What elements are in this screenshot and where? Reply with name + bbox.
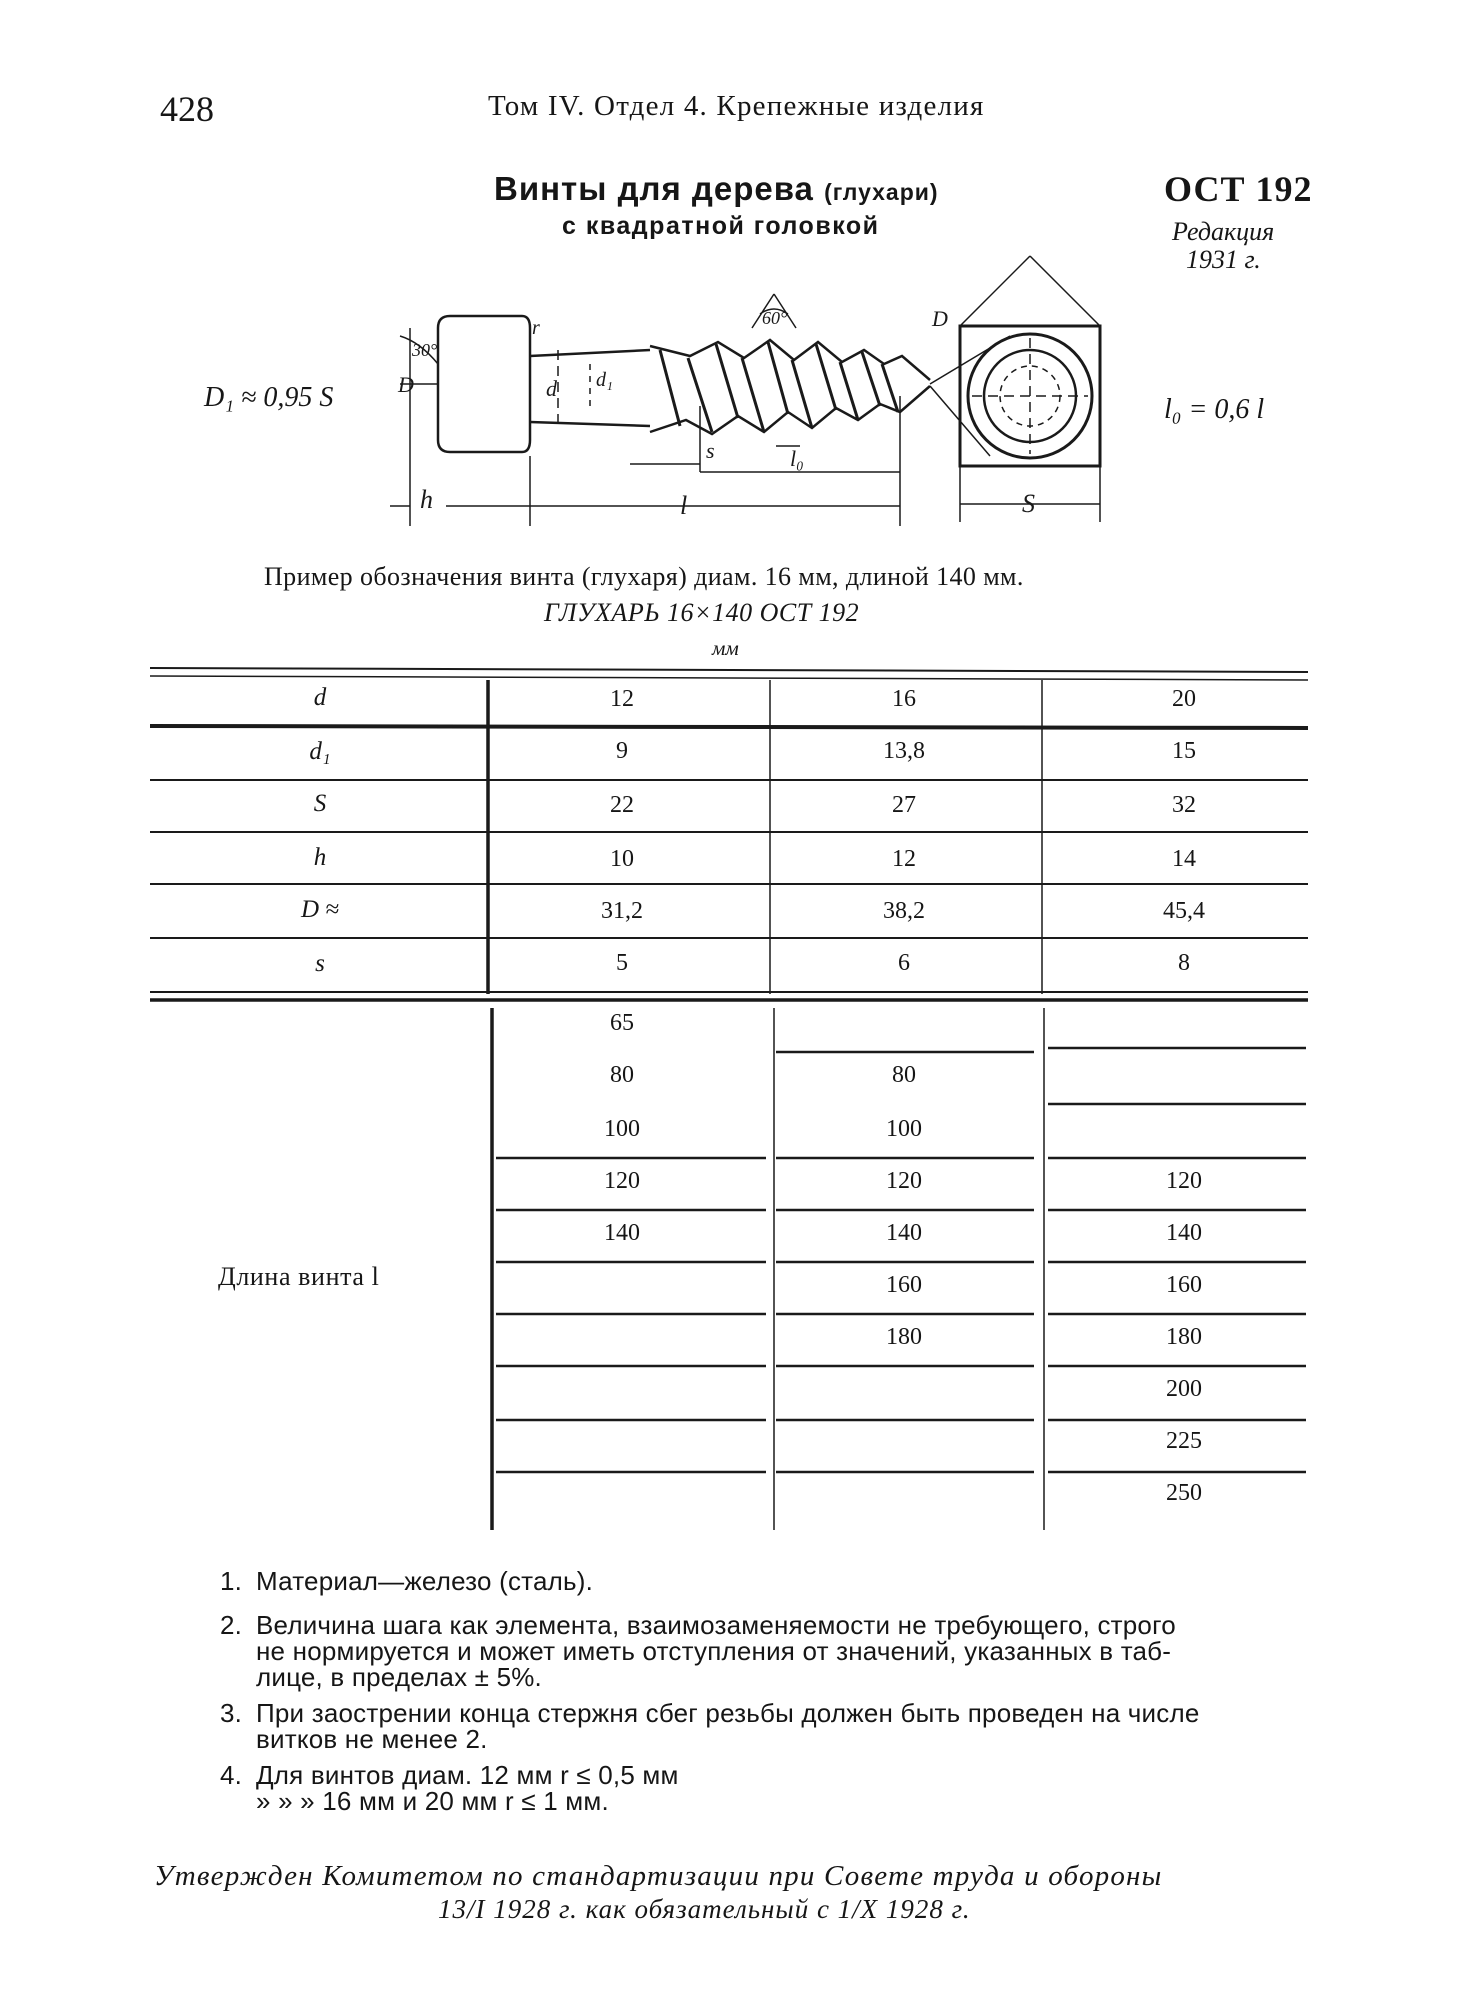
length-value: 80 xyxy=(892,1062,916,1088)
param-value: 6 xyxy=(898,950,910,976)
param-value: 20 xyxy=(1172,686,1196,712)
note-line: » » » 16 мм и 20 мм r ≤ 1 мм. xyxy=(256,1786,609,1816)
param-value: 16 xyxy=(892,686,916,712)
note-line: витков не менее 2. xyxy=(256,1724,488,1754)
length-value: 80 xyxy=(610,1062,634,1088)
param-value: 9 xyxy=(616,738,628,764)
units-label: мм xyxy=(712,636,739,660)
length-value: 180 xyxy=(886,1324,922,1350)
edition-year: 1931 г. xyxy=(1186,245,1261,274)
running-header: Том IV. Отдел 4. Крепежные изделия xyxy=(488,90,985,122)
formula-l0: l₀ = 0,6 l xyxy=(1164,394,1265,425)
label-D-diag: D xyxy=(932,306,948,331)
length-value: 100 xyxy=(886,1116,922,1142)
length-value: 120 xyxy=(1166,1168,1202,1194)
note-line: Для винтов диам. 12 мм r ≤ 0,5 мм xyxy=(256,1760,679,1790)
length-value: 140 xyxy=(1166,1220,1202,1246)
note-line: При заострении конца стержня сбег резьбы должен быть проведен на числе xyxy=(256,1698,1200,1728)
param-label: S xyxy=(313,790,327,817)
length-value: 200 xyxy=(1166,1376,1202,1402)
label-angle-60: 60° xyxy=(762,308,788,328)
length-value: 180 xyxy=(1166,1324,1202,1350)
note-number: 2. xyxy=(220,1610,243,1640)
approval-line-1: Утвержден Комитетом по стандартизации при Совете труда и обороны xyxy=(154,1860,1163,1892)
note-3 xyxy=(220,1698,1200,1754)
param-value: 38,2 xyxy=(883,898,925,924)
label-r: r xyxy=(532,317,540,339)
label-S: S xyxy=(1022,489,1035,518)
label-D: D xyxy=(398,372,414,397)
label-angle-30: 30° xyxy=(412,340,438,360)
param-value: 5 xyxy=(616,950,628,976)
formula-d1: D₁ ≈ 0,95 S xyxy=(204,382,334,413)
param-value: 31,2 xyxy=(601,898,643,924)
param-value: 8 xyxy=(1178,950,1190,976)
length-value: 160 xyxy=(1166,1272,1202,1298)
note-number: 1. xyxy=(220,1566,243,1596)
note-number: 4. xyxy=(220,1760,243,1790)
length-value: 65 xyxy=(610,1010,634,1036)
param-label: s xyxy=(315,950,325,977)
param-value: 12 xyxy=(610,686,634,712)
param-label: D ≈ xyxy=(300,896,340,923)
length-value: 160 xyxy=(886,1272,922,1298)
length-value: 140 xyxy=(604,1220,640,1246)
length-value: 100 xyxy=(604,1116,640,1142)
example-text: Пример обозначения винта (глухаря) диам. 16 мм, длиной 140 мм. xyxy=(264,562,1024,591)
param-label: h xyxy=(313,844,327,871)
note-number: 3. xyxy=(220,1698,243,1728)
param-value: 27 xyxy=(892,792,916,818)
label-l: l xyxy=(680,491,688,520)
length-value: 250 xyxy=(1166,1480,1202,1506)
note-line: не нормируется и может иметь отступления от значений, указанных в таб- xyxy=(256,1636,1172,1666)
length-label: Длина винта l xyxy=(218,1262,380,1291)
label-d1: d₁ xyxy=(596,369,613,391)
param-value: 32 xyxy=(1172,792,1196,818)
label-l0: l₀ xyxy=(790,446,804,471)
standard-code: ОСТ 192 xyxy=(1164,169,1313,209)
note-1 xyxy=(220,1566,594,1596)
param-label: d xyxy=(313,684,327,711)
param-value: 15 xyxy=(1172,738,1196,764)
note-line: Величина шага как элемента, взаимозаменяемости не требующего, строго xyxy=(256,1610,1176,1640)
param-label: d₁ xyxy=(309,738,331,765)
param-value: 10 xyxy=(610,846,634,872)
note-line: Материал—железо (сталь). xyxy=(256,1566,594,1596)
example-designation: ГЛУХАРЬ 16×140 ОСТ 192 xyxy=(544,598,860,627)
page-number: 428 xyxy=(160,89,214,129)
param-value: 14 xyxy=(1172,846,1196,872)
length-value: 225 xyxy=(1166,1428,1202,1454)
note-2 xyxy=(220,1610,1176,1692)
param-value: 45,4 xyxy=(1163,898,1205,924)
length-value: 140 xyxy=(886,1220,922,1246)
title-main: Винты для дерева xyxy=(494,170,814,207)
param-value: 12 xyxy=(892,846,916,872)
note-line: лице, в пределах ± 5%. xyxy=(256,1662,542,1692)
length-value: 120 xyxy=(886,1168,922,1194)
title-paren: (глухари) xyxy=(824,179,939,205)
param-value: 22 xyxy=(610,792,634,818)
label-h: h xyxy=(420,485,433,514)
edition-label: Редакция xyxy=(1172,217,1275,246)
approval-line-2: 13/I 1928 г. как обязательный с 1/X 1928 г. xyxy=(438,1894,971,1924)
note-4 xyxy=(220,1760,679,1816)
subtitle: с квадратной головкой xyxy=(562,212,880,240)
length-value: 120 xyxy=(604,1168,640,1194)
param-value: 13,8 xyxy=(883,738,925,764)
label-s: s xyxy=(706,438,715,463)
label-d: d xyxy=(546,376,557,401)
